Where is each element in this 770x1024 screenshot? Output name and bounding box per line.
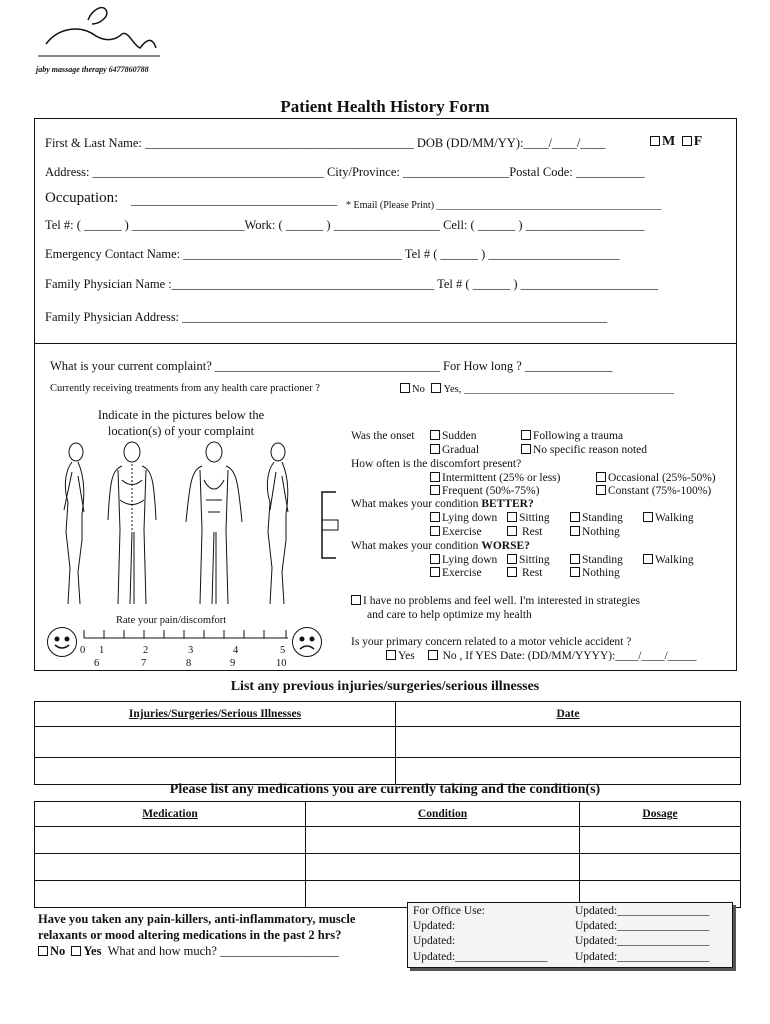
email-field[interactable]: * Email (Please Print) _____________________________________________ <box>346 200 662 211</box>
motor-no-checkbox[interactable] <box>428 650 438 660</box>
office-updated-4b[interactable]: Updated:________________ <box>575 951 710 963</box>
freq-intermittent[interactable] <box>430 472 560 484</box>
better-standing-checkbox[interactable] <box>570 512 580 522</box>
worse-sitting[interactable] <box>507 554 550 566</box>
better-standing[interactable] <box>570 512 623 524</box>
dosage-cell[interactable] <box>580 854 741 881</box>
scale-label-3: 3 <box>188 645 194 656</box>
gender-m-label: M <box>662 134 676 149</box>
worse-standing-label: Standing <box>582 554 623 566</box>
trauma-checkbox[interactable] <box>521 430 531 440</box>
better-exercise-checkbox[interactable] <box>430 526 440 536</box>
pain-scale-ruler[interactable] <box>82 626 292 646</box>
constant-label: Constant (75%-100%) <box>608 485 712 497</box>
better-lying-label: Lying down <box>442 512 498 524</box>
worse-rest-checkbox[interactable] <box>507 567 517 577</box>
gender-m-checkbox[interactable] <box>650 136 660 146</box>
sudden-checkbox[interactable] <box>430 430 440 440</box>
onset-question: Was the onset <box>351 430 415 442</box>
physician-line[interactable]: Family Physician Name :__________________________________________ Tel # ( ______ ) ______________________ <box>45 277 659 291</box>
scale-label-0: 0 <box>80 645 86 656</box>
worse-standing[interactable] <box>570 554 623 566</box>
painkiller-question-2: relaxants or mood altering medications in the past 2 hrs? <box>38 928 342 942</box>
condition-cell[interactable] <box>306 827 580 854</box>
worse-prefix: What makes your condition <box>351 540 482 552</box>
onset-no-reason[interactable] <box>521 444 647 456</box>
better-exercise[interactable] <box>430 526 482 538</box>
emergency-contact-line[interactable]: Emergency Contact Name: ___________________________________ Tel # ( ______ ) _____________________ <box>45 247 620 261</box>
treatment-no-checkbox[interactable] <box>400 383 410 393</box>
office-updated-3a[interactable]: Updated: <box>413 935 456 947</box>
worse-standing-checkbox[interactable] <box>570 554 580 564</box>
frequency-question: How often is the discomfort present? <box>351 458 522 470</box>
sudden-label: Sudden <box>442 430 477 442</box>
date-cell[interactable] <box>396 758 741 785</box>
indicate-instruction: Indicate in the pictures below the location(s) of your complaint <box>97 408 265 438</box>
table-row <box>35 802 741 827</box>
no-problems-checkbox[interactable] <box>351 595 361 605</box>
better-nothing[interactable] <box>570 526 620 538</box>
intermittent-label: Intermittent (25% or less) <box>442 472 561 484</box>
worse-sitting-label: Sitting <box>519 554 550 566</box>
gradual-checkbox[interactable] <box>430 444 440 454</box>
occasional-label: Occasional (25%-50%) <box>608 472 716 484</box>
better-word: BETTER? <box>481 498 534 510</box>
treatment-options <box>400 383 674 395</box>
onset-sudden[interactable] <box>430 430 477 442</box>
better-rest[interactable] <box>507 526 542 538</box>
better-sitting-checkbox[interactable] <box>507 512 517 522</box>
motor-options <box>386 650 696 662</box>
injuries-column-header: Injuries/Surgeries/Serious Illnesses <box>35 702 396 727</box>
tel-line[interactable]: Tel #: ( ______ ) __________________Work: ( ______ ) _________________ Cell: ( ______ ) ___________________ <box>45 218 645 232</box>
motor-question: Is your primary concern related to a motor vehicle accident ? <box>351 636 632 648</box>
freq-occasional[interactable] <box>596 472 716 484</box>
pain-scale-label: Rate your pain/discomfort <box>116 615 227 626</box>
painkiller-no-checkbox[interactable] <box>38 946 48 956</box>
table-row <box>35 827 741 854</box>
occasional-checkbox[interactable] <box>596 472 606 482</box>
logo-mark <box>36 2 166 62</box>
worse-rest-label: Rest <box>522 567 543 579</box>
worse-lying[interactable] <box>430 554 497 566</box>
scale-label-4: 4 <box>233 645 239 656</box>
better-prefix: What makes your condition <box>351 498 482 510</box>
current-complaint-line[interactable]: What is your current complaint? ____________________________________ For How long ? ______________ <box>50 359 613 373</box>
painkiller-question-1: Have you taken any pain-killers, anti-inflammatory, muscle <box>38 912 356 926</box>
worse-walking-checkbox[interactable] <box>643 554 653 564</box>
happy-face-icon <box>47 627 77 657</box>
better-rest-label: Rest <box>522 526 543 538</box>
medication-cell[interactable] <box>35 827 306 854</box>
worse-nothing-label: Nothing <box>582 567 620 579</box>
occupation-label: Occupation: <box>45 190 119 206</box>
no-reason-checkbox[interactable] <box>521 444 531 454</box>
worse-walking-label: Walking <box>655 554 694 566</box>
frequent-checkbox[interactable] <box>430 485 440 495</box>
better-walking-checkbox[interactable] <box>643 512 653 522</box>
better-lying[interactable] <box>430 512 497 524</box>
better-exercise-label: Exercise <box>442 526 482 538</box>
table-row <box>35 702 741 727</box>
worse-lying-checkbox[interactable] <box>430 554 440 564</box>
dosage-cell[interactable] <box>580 827 741 854</box>
name-dob-line[interactable]: First & Last Name: ___________________________________________ DOB (DD/MM/YY):____/____/____ <box>45 136 606 150</box>
scale-label-5: 5 <box>280 645 286 656</box>
medication-cell[interactable] <box>35 854 306 881</box>
better-rest-checkbox[interactable] <box>507 526 517 536</box>
treatment-yes-field[interactable]: Yes, ________________________________________ <box>443 384 674 395</box>
worse-rest[interactable] <box>507 567 542 579</box>
condition-column-header: Condition <box>306 802 580 827</box>
date-column-header: Date <box>396 702 741 727</box>
office-use-label: For Office Use: <box>413 905 485 917</box>
painkiller-yes-checkbox[interactable] <box>71 946 81 956</box>
worse-nothing-checkbox[interactable] <box>570 567 580 577</box>
trauma-label: Following a trauma <box>533 430 624 442</box>
better-sitting-label: Sitting <box>519 512 550 524</box>
onset-gradual[interactable] <box>430 444 479 456</box>
no-problems-text-2: and care to help optimize my health <box>367 609 532 621</box>
injuries-table <box>34 701 741 785</box>
medication-cell[interactable] <box>35 881 306 908</box>
dosage-column-header: Dosage <box>580 802 741 827</box>
occupation-field[interactable]: _________________________________ <box>131 193 338 207</box>
medications-header: Please list any medications you are currently taking and the condition(s) <box>169 782 601 797</box>
painkiller-options <box>38 944 339 959</box>
treatment-no-label: No <box>412 384 425 395</box>
better-walking-label: Walking <box>655 512 694 524</box>
body-diagram[interactable] <box>52 440 304 612</box>
injury-cell[interactable] <box>35 758 396 785</box>
motor-yes-checkbox[interactable] <box>386 650 396 660</box>
onset-trauma[interactable] <box>521 430 623 442</box>
worse-lying-label: Lying down <box>442 554 498 566</box>
no-reason-label: No specific reason noted <box>533 444 648 456</box>
better-standing-label: Standing <box>582 512 623 524</box>
frequent-label: Frequent (50%-75%) <box>442 485 540 497</box>
bracket-mark <box>318 490 342 560</box>
better-walking[interactable] <box>643 512 694 524</box>
worse-exercise-checkbox[interactable] <box>430 567 440 577</box>
no-problems-option[interactable] <box>351 595 640 607</box>
office-updated-3b[interactable]: Updated:________________ <box>575 935 710 947</box>
condition-cell[interactable] <box>306 854 580 881</box>
scale-label-7: 7 <box>141 658 147 669</box>
gender-f-label: F <box>693 134 703 149</box>
no-problems-text-1: I have no problems and feel well. I'm interested in strategies <box>363 595 641 607</box>
scale-label-6: 6 <box>94 658 100 669</box>
better-nothing-label: Nothing <box>582 526 620 538</box>
worse-exercise-label: Exercise <box>442 567 482 579</box>
page-title: Patient Health History Form <box>280 97 490 116</box>
address-line[interactable]: Address: _____________________________________ City/Province: _________________Postal Code: ___________ <box>45 165 645 179</box>
painkiller-no-label: No <box>50 944 66 958</box>
scale-label-8: 8 <box>186 658 192 669</box>
logo-caption: jaby massage therapy 6477860788 <box>36 65 149 74</box>
table-row <box>35 854 741 881</box>
office-updated-2a[interactable]: Updated: <box>413 920 456 932</box>
intermittent-checkbox[interactable] <box>430 472 440 482</box>
better-lying-checkbox[interactable] <box>430 512 440 522</box>
scale-label-10: 10 <box>276 658 287 669</box>
injuries-header: List any previous injuries/surgeries/serious illnesses <box>230 679 540 694</box>
constant-checkbox[interactable] <box>596 485 606 495</box>
worse-nothing[interactable] <box>570 567 620 579</box>
table-row <box>35 758 741 785</box>
physician-address-line[interactable]: Family Physician Address: ____________________________________________________________________ <box>45 310 608 324</box>
scale-label-9: 9 <box>230 658 236 669</box>
treatment-question: Currently receiving treatments from any health care practioner ? <box>50 383 320 394</box>
worse-walking[interactable] <box>643 554 694 566</box>
office-updated-4a[interactable]: Updated:________________ <box>413 951 548 963</box>
better-sitting[interactable] <box>507 512 550 524</box>
treatment-yes-checkbox[interactable] <box>431 383 441 393</box>
worse-sitting-checkbox[interactable] <box>507 554 517 564</box>
medication-column-header: Medication <box>35 802 306 827</box>
medications-table <box>34 801 741 908</box>
scale-label-1: 1 <box>99 645 105 656</box>
office-updated-2b[interactable]: Updated:________________ <box>575 920 710 932</box>
motor-yes-label: Yes <box>398 650 415 662</box>
injury-cell[interactable] <box>35 727 396 758</box>
freq-constant[interactable] <box>596 485 711 497</box>
worse-exercise[interactable] <box>430 567 482 579</box>
sad-face-icon <box>292 627 322 657</box>
better-nothing-checkbox[interactable] <box>570 526 580 536</box>
table-row <box>35 727 741 758</box>
worse-word: WORSE? <box>481 540 530 552</box>
freq-frequent[interactable] <box>430 485 539 497</box>
better-question <box>351 498 534 510</box>
scale-label-2: 2 <box>143 645 149 656</box>
painkiller-amount-field[interactable]: What and how much? ___________________ <box>107 944 339 958</box>
date-cell[interactable] <box>396 727 741 758</box>
painkiller-yes-label: Yes <box>83 944 102 958</box>
gender-options <box>650 134 702 150</box>
worse-question <box>351 540 530 552</box>
motor-no-field[interactable]: No , If YES Date: (DD/MM/YYYY):____/____/_____ <box>442 650 697 662</box>
gender-f-checkbox[interactable] <box>682 136 692 146</box>
office-updated-1b[interactable]: Updated:________________ <box>575 905 710 917</box>
gradual-label: Gradual <box>442 444 480 456</box>
